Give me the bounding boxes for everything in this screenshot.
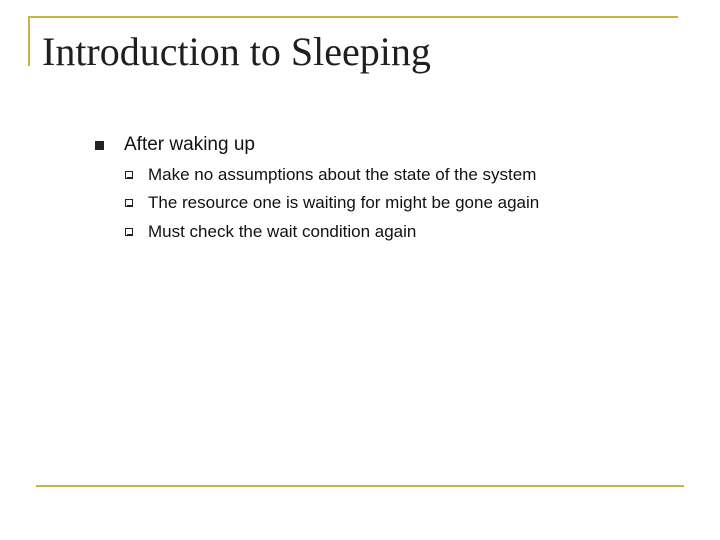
bullet-text: After waking up xyxy=(124,134,255,155)
slide-title: Introduction to Sleeping xyxy=(42,29,431,74)
square-bullet-icon xyxy=(95,141,104,150)
bottom-accent-line xyxy=(36,485,684,487)
hollow-square-bullet-icon xyxy=(125,228,133,236)
sub-bullet-text: The resource one is waiting for might be gone again xyxy=(148,193,540,212)
hollow-square-bullet-icon xyxy=(125,171,133,179)
sub-bullet-text: Make no assumptions about the state of the system xyxy=(148,165,537,184)
sub-bullet-item xyxy=(0,162,720,190)
hollow-square-bullet-icon xyxy=(125,199,133,207)
sub-bullet-item xyxy=(0,190,720,218)
sub-bullet-item xyxy=(0,219,720,247)
sub-bullet-text: Must check the wait condition again xyxy=(148,222,417,241)
